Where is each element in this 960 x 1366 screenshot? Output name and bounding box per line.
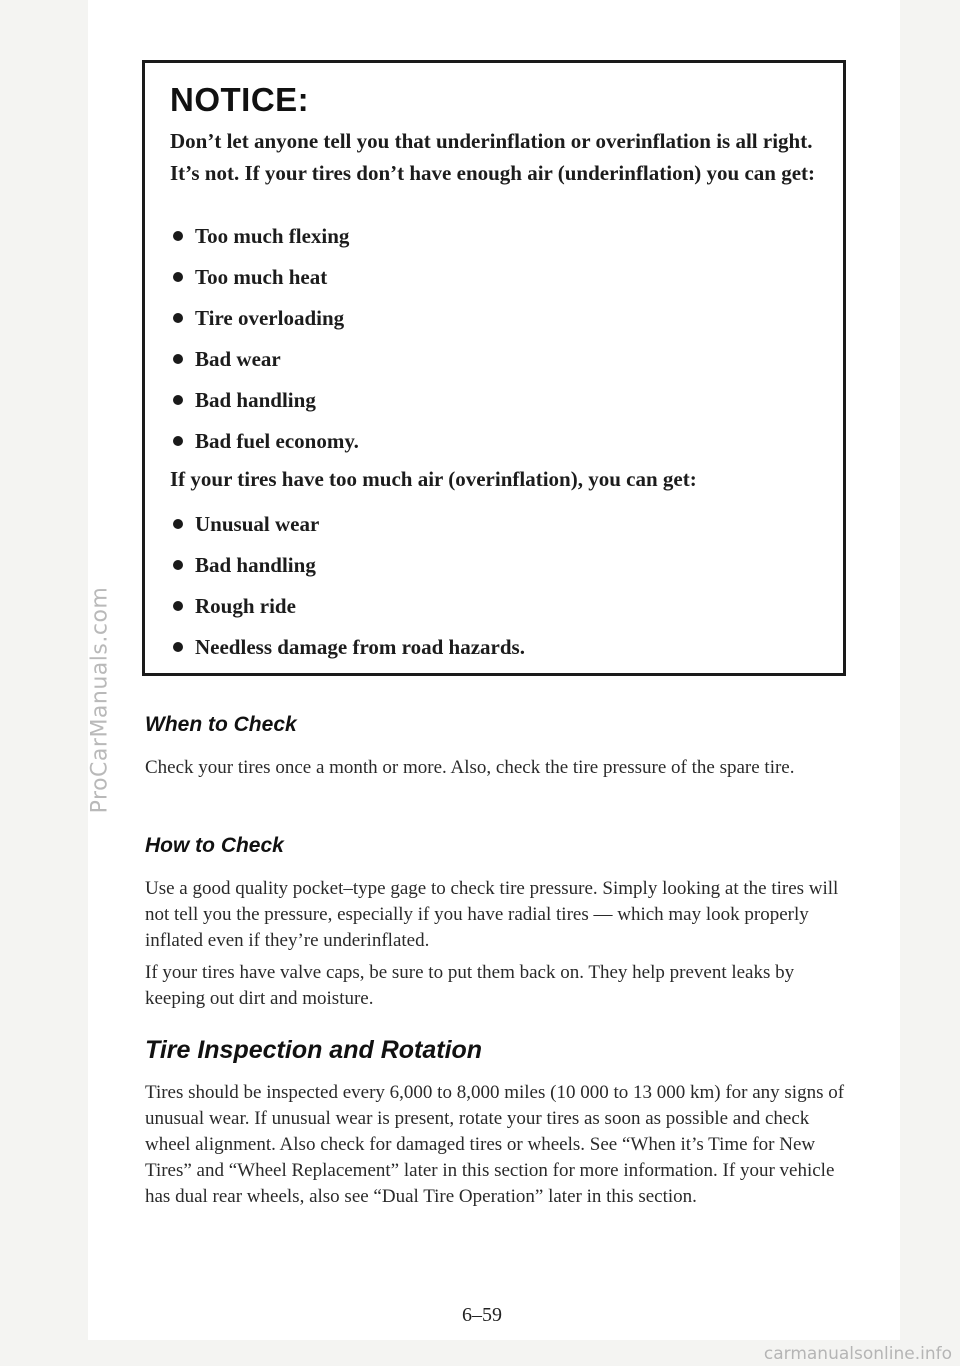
- list-item: Unusual wear: [173, 511, 319, 537]
- bullet-icon: [173, 313, 183, 323]
- list-item: Too much heat: [173, 264, 327, 290]
- notice-box: [142, 60, 846, 676]
- side-watermark: ProCarManuals.com: [87, 586, 113, 814]
- list-item: Needless damage from road hazards.: [173, 634, 525, 660]
- bullet-icon: [173, 436, 183, 446]
- list-item: Too much flexing: [173, 223, 349, 249]
- bullet-icon: [173, 642, 183, 652]
- list-item: Bad fuel economy.: [173, 428, 359, 454]
- bullet-icon: [173, 231, 183, 241]
- notice-intro: Don’t let anyone tell you that underinflation or overinflation is all right. It’s not. If your tires don’t have enough air (underinflation) you can get:: [170, 129, 816, 185]
- valve-caps-text: If your tires have valve caps, be sure to put them back on. They help prevent leaks by keeping out dirt and moisture.: [145, 962, 795, 1009]
- overinflation-intro: If your tires have too much air (overinflation), you can get:: [170, 467, 697, 491]
- notice-title: NOTICE:: [170, 81, 310, 118]
- page-number: 6–59: [462, 1304, 502, 1326]
- how-to-check-text: Use a good quality pocket–type gage to check tire pressure. Simply looking at the tires will not tell you the pressure, especially if you have radial tires — which may look properly inflated even if they’re underinflated.: [145, 878, 839, 951]
- list-item: Tire overloading: [173, 305, 344, 331]
- bullet-icon: [173, 395, 183, 405]
- bullet-icon: [173, 272, 183, 282]
- bullet-icon: [173, 601, 183, 611]
- list-item: Bad handling: [173, 552, 316, 578]
- list-item: Rough ride: [173, 593, 296, 619]
- how-to-check-heading: How to Check: [145, 834, 284, 857]
- bullet-icon: [173, 354, 183, 364]
- when-to-check-text: Check your tires once a month or more. Also, check the tire pressure of the spare tire.: [145, 757, 795, 778]
- tire-inspection-text: Tires should be inspected every 6,000 to 8,000 miles (10 000 to 13 000 km) for any signs of unusual wear. If unusual wear is present, rotate your tires as soon as possible and check wheel alignment. Also check for damaged tires or wheels. See “When it’s Time for New Tires” and “Wheel Replacement” later in this section for more information. If your vehicle has dual rear wheels, also see “Dual Tire Operation” later in this section.: [145, 1082, 845, 1207]
- bullet-icon: [173, 560, 183, 570]
- tire-inspection-heading: Tire Inspection and Rotation: [145, 1036, 483, 1064]
- list-item: Bad handling: [173, 387, 316, 413]
- bullet-icon: [173, 519, 183, 529]
- when-to-check-heading: When to Check: [145, 713, 297, 736]
- list-item: Bad wear: [173, 346, 281, 372]
- bottom-watermark: carmanualsonline.info: [763, 1344, 952, 1364]
